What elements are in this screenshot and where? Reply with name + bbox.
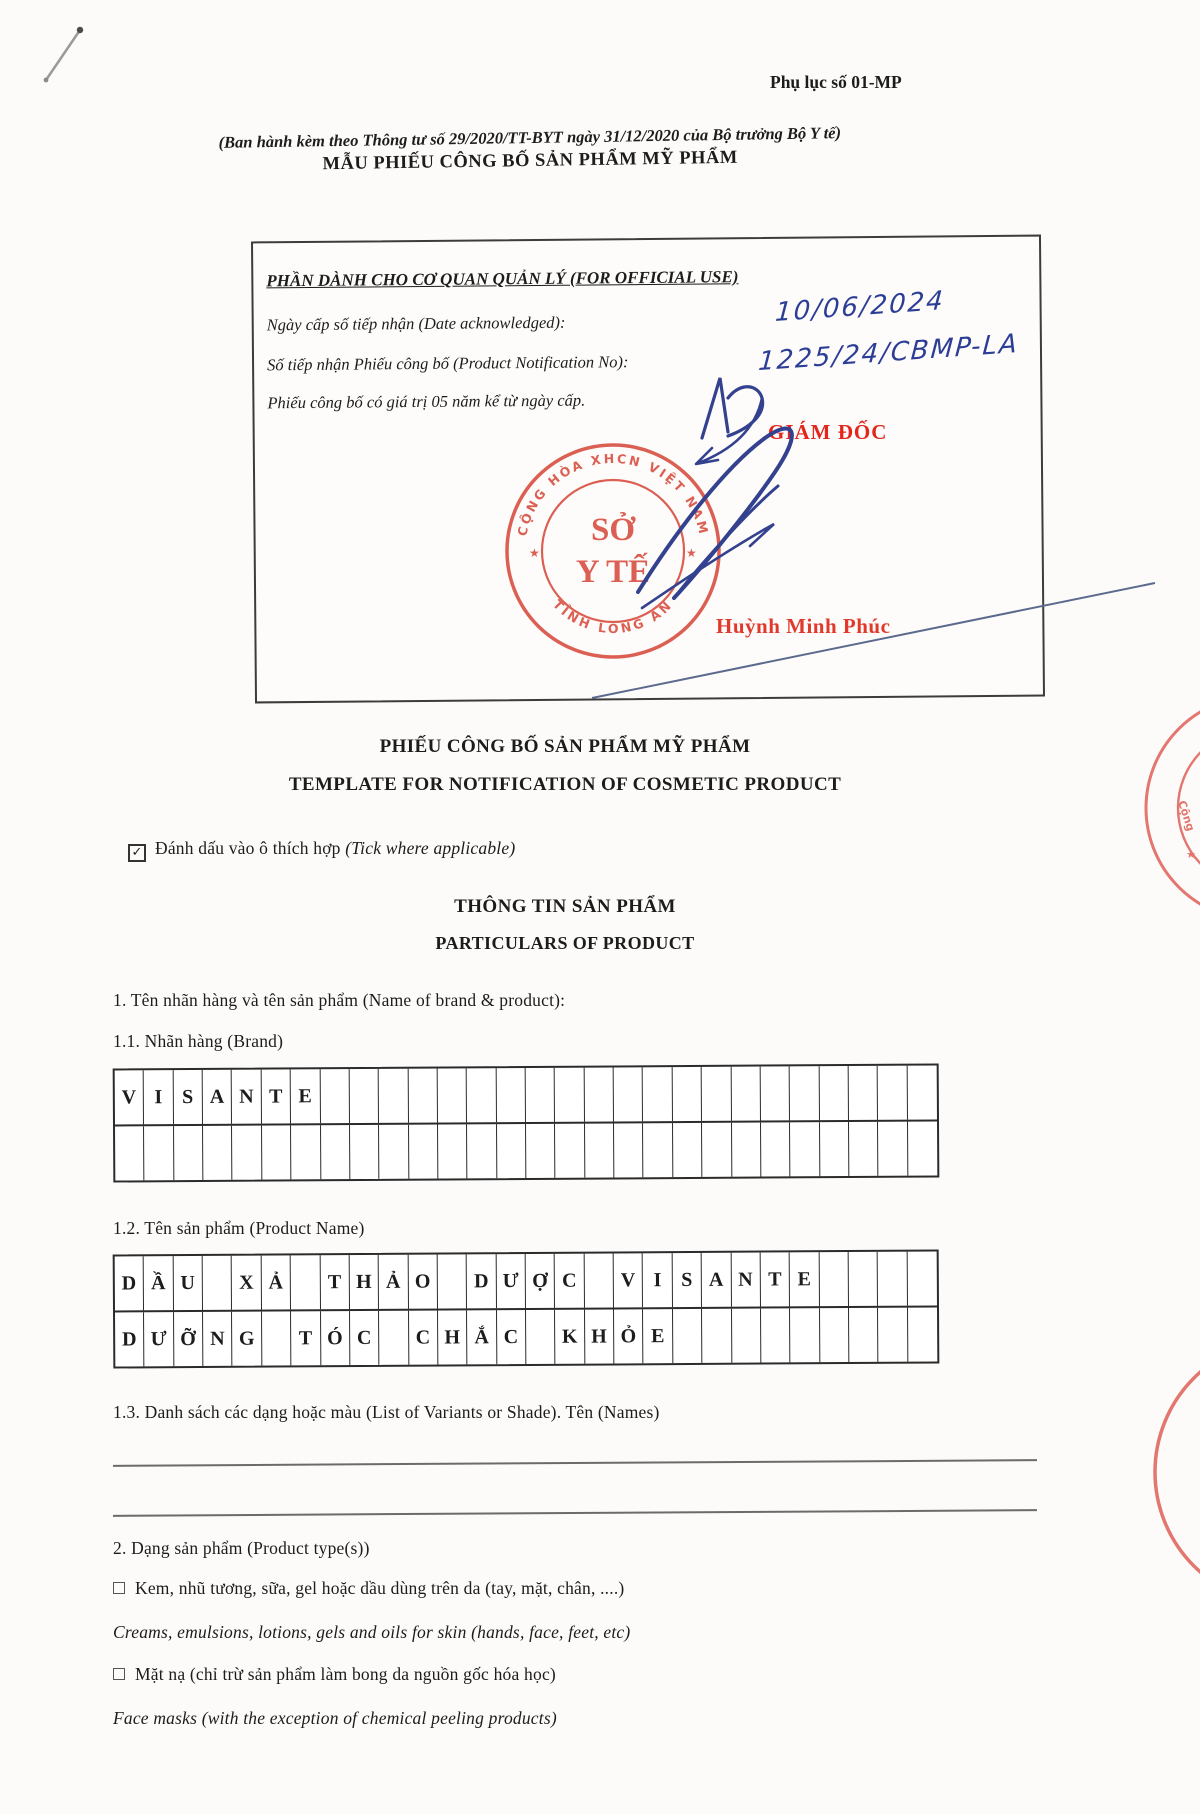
grid-cell: Ầ (144, 1256, 174, 1310)
grid-cell (820, 1122, 850, 1176)
grid-cell (732, 1123, 762, 1177)
grid-cell (819, 1252, 849, 1306)
grid-cell (115, 1126, 145, 1180)
grid-cell: D (467, 1254, 497, 1308)
grid-row (115, 1119, 937, 1180)
grid-cell (614, 1067, 644, 1121)
section-title-vi: THÔNG TIN SẢN PHẨM (454, 896, 676, 917)
grid-cell (702, 1309, 732, 1363)
grid-cell (849, 1252, 879, 1306)
handwritten-notification-value: 1225/24/CBMP-LA (757, 328, 1020, 378)
grid-cell: E (790, 1252, 820, 1306)
grid-cell (790, 1066, 820, 1120)
variants-blank-line-1 (113, 1459, 1037, 1467)
partial-stamp-bottom-right-icon (1140, 1320, 1200, 1580)
signer-name: Huỳnh Minh Phúc (716, 614, 891, 638)
checked-checkbox-icon (128, 844, 146, 862)
grid-cell (643, 1123, 673, 1177)
grid-cell: T (261, 1069, 291, 1123)
grid-cell (262, 1311, 292, 1365)
grid-cell (438, 1124, 468, 1178)
stamp-top-arc-text: CỘNG HÒA XHCN VIỆT NAM (514, 450, 712, 538)
empty-checkbox-icon (113, 1582, 125, 1594)
issued-under-line: (Ban hành kèm theo Thông tư số 29/2020/TT-BYT ngày 31/12/2020 của Bộ trưởng Bộ Y tế) (218, 123, 842, 152)
grid-cell: D (115, 1256, 145, 1310)
grid-cell (174, 1126, 204, 1180)
grid-cell (732, 1309, 762, 1363)
grid-cell (878, 1308, 908, 1362)
grid-cell (614, 1123, 644, 1177)
partial-stamp-right-icon (1100, 690, 1200, 920)
grid-cell (908, 1121, 938, 1175)
grid-cell (849, 1122, 879, 1176)
grid-cell (673, 1123, 703, 1177)
grid-cell: C (409, 1311, 439, 1365)
grid-cell: U (173, 1256, 203, 1310)
grid-cell: H (585, 1309, 615, 1363)
stamp-star-right: ★ (686, 546, 697, 560)
grid-cell: Ỡ (174, 1312, 204, 1366)
grid-cell (203, 1256, 233, 1310)
grid-cell (555, 1124, 585, 1178)
grid-cell (232, 1126, 262, 1180)
grid-cell (878, 1122, 908, 1176)
item-1-1-label: 1.1. Nhãn hàng (Brand) (113, 1031, 284, 1051)
grid-cell (761, 1122, 791, 1176)
grid-cell: Ả (379, 1255, 409, 1309)
grid-cell: Ó (321, 1311, 351, 1365)
stamp-bottom-arc-text: TỈNH LONG AN (550, 596, 676, 637)
grid-cell: I (144, 1070, 174, 1124)
grid-cell: Ỏ (614, 1309, 644, 1363)
brand-letter-grid (113, 1063, 940, 1182)
product-type-option-2 (113, 1664, 556, 1685)
grid-cell (907, 1065, 937, 1119)
grid-row (115, 1305, 937, 1366)
grid-cell (408, 1069, 438, 1123)
grid-cell (379, 1069, 409, 1123)
grid-cell (467, 1068, 497, 1122)
grid-cell: C (555, 1254, 585, 1308)
grid-cell (790, 1308, 820, 1362)
tick-note (128, 838, 515, 862)
grid-cell: E (643, 1309, 673, 1363)
grid-cell: N (203, 1312, 233, 1366)
grid-cell (496, 1068, 526, 1122)
grid-cell: N (232, 1070, 262, 1124)
svg-text:★: ★ (1186, 849, 1196, 861)
grid-cell: A (203, 1070, 233, 1124)
appendix-label: Phụ lục số 01-MP (770, 72, 902, 92)
tick-note-vi: Đánh dấu vào ô thích hợp (155, 838, 346, 858)
grid-cell (849, 1066, 879, 1120)
grid-cell (585, 1123, 615, 1177)
grid-cell (379, 1125, 409, 1179)
official-use-heading: PHẦN DÀNH CHO CƠ QUAN QUẢN LÝ (FOR OFFICIAL USE) (266, 267, 739, 291)
option-1-vi: Kem, nhũ tương, sữa, gel hoặc dầu dùng trên da (tay, mặt, chân, ....) (135, 1578, 625, 1598)
grid-cell (849, 1308, 879, 1362)
signature-ink (250, 340, 1170, 720)
grid-cell: Ư (144, 1312, 174, 1366)
grid-cell (761, 1308, 791, 1362)
grid-cell (526, 1124, 556, 1178)
product-name-letter-grid (113, 1249, 940, 1368)
check-glyph: ✓ (131, 845, 143, 860)
grid-cell (526, 1310, 556, 1364)
grid-cell (144, 1126, 174, 1180)
grid-cell (907, 1251, 937, 1305)
grid-cell (262, 1125, 292, 1179)
grid-cell: N (731, 1253, 761, 1307)
grid-cell: X (232, 1256, 262, 1310)
grid-cell (409, 1125, 439, 1179)
grid-cell: V (614, 1253, 644, 1307)
grid-cell: Ắ (467, 1310, 497, 1364)
grid-cell: D (115, 1312, 145, 1366)
grid-cell (526, 1068, 556, 1122)
grid-cell (761, 1066, 791, 1120)
notification-title-en: TEMPLATE FOR NOTIFICATION OF COSMETIC PRODUCT (288, 774, 842, 795)
variants-blank-line-2 (113, 1509, 1037, 1517)
item-1-label: 1. Tên nhãn hàng và tên sản phẩm (Name of brand & product): (113, 990, 566, 1010)
date-acknowledged-label: Ngày cấp số tiếp nhận (Date acknowledged): (266, 312, 566, 335)
stamp-star-left: ★ (529, 546, 540, 560)
grid-cell: C (350, 1311, 380, 1365)
grid-cell (438, 1068, 468, 1122)
grid-cell (555, 1068, 585, 1122)
grid-cell (584, 1067, 614, 1121)
grid-cell (643, 1067, 673, 1121)
product-info-heading-block (0, 896, 1130, 954)
notification-no-label: Số tiếp nhận Phiếu công bố (Product Notification No): (266, 352, 629, 375)
grid-cell (790, 1122, 820, 1176)
grid-cell: T (320, 1255, 350, 1309)
notification-title-block (0, 736, 1130, 796)
grid-cell (497, 1124, 527, 1178)
grid-cell (350, 1069, 380, 1123)
grid-cell: O (408, 1255, 438, 1309)
grid-cell: A (702, 1253, 732, 1307)
stamp-center-line1: SỞ (590, 512, 636, 548)
grid-cell (291, 1125, 321, 1179)
grid-cell: T (291, 1311, 321, 1365)
grid-cell (819, 1066, 849, 1120)
grid-cell: S (672, 1253, 702, 1307)
grid-cell (878, 1252, 908, 1306)
grid-cell (350, 1125, 380, 1179)
grid-cell: I (643, 1253, 673, 1307)
grid-cell (203, 1126, 233, 1180)
svg-text:Cộng: Cộng (1175, 798, 1198, 833)
grid-cell (320, 1069, 350, 1123)
grid-cell (908, 1307, 938, 1361)
stamp-center-line2: Y TẾ (575, 554, 651, 590)
grid-row (115, 1065, 937, 1124)
form-title: MẪU PHIẾU CÔNG BỐ SẢN PHẨM MỸ PHẨM (322, 147, 738, 175)
option-2-en: Face masks (with the exception of chemical peeling products) (113, 1708, 557, 1728)
grid-cell (291, 1255, 321, 1309)
section-2-label: 2. Dạng sản phẩm (Product type(s)) (113, 1538, 370, 1558)
notification-title-vi: PHIẾU CÔNG BỐ SẢN PHẨM MỸ PHẨM (379, 736, 751, 757)
grid-row (115, 1251, 937, 1310)
grid-cell: H (350, 1255, 380, 1309)
grid-cell: S (173, 1070, 203, 1124)
section-title-en: PARTICULARS OF PRODUCT (435, 933, 695, 953)
document-header (0, 120, 1060, 181)
grid-cell (438, 1254, 468, 1308)
grid-cell (673, 1309, 703, 1363)
grid-cell (321, 1125, 351, 1179)
grid-cell: G (232, 1312, 262, 1366)
grid-cell: H (438, 1310, 468, 1364)
grid-cell (584, 1253, 614, 1307)
grid-cell: E (291, 1069, 321, 1123)
validity-note: Phiếu công bố có giá trị 05 năm kể từ ngày cấp. (267, 390, 586, 413)
grid-cell: Ợ (526, 1254, 556, 1308)
empty-checkbox-icon (113, 1668, 125, 1680)
grid-cell (702, 1123, 732, 1177)
pen-mark (28, 16, 108, 96)
grid-cell (467, 1124, 497, 1178)
grid-cell: C (497, 1310, 527, 1364)
grid-cell (878, 1066, 908, 1120)
grid-cell (379, 1311, 409, 1365)
item-1-3-label: 1.3. Danh sách các dạng hoặc màu (List of Variants or Shade). Tên (Names) (113, 1402, 660, 1422)
grid-cell: Ư (496, 1254, 526, 1308)
grid-cell: K (555, 1310, 585, 1364)
director-title: GIÁM ĐỐC (768, 420, 888, 444)
tick-note-en: (Tick where applicable) (345, 838, 516, 858)
handwritten-date-value: 10/06/2024 (774, 285, 946, 329)
option-1-en: Creams, emulsions, lotions, gels and oils for skin (hands, face, feet, etc) (113, 1622, 631, 1642)
grid-cell: T (761, 1252, 791, 1306)
grid-cell: V (115, 1070, 145, 1124)
option-2-vi: Mặt nạ (chỉ trừ sản phẩm làm bong da nguồn gốc hóa học) (135, 1664, 556, 1684)
grid-cell: Ả (261, 1255, 291, 1309)
item-1-2-label: 1.2. Tên sản phẩm (Product Name) (113, 1218, 365, 1238)
grid-cell (702, 1067, 732, 1121)
grid-cell (820, 1308, 850, 1362)
grid-cell (731, 1067, 761, 1121)
grid-cell (672, 1067, 702, 1121)
product-type-option-1 (113, 1578, 624, 1599)
